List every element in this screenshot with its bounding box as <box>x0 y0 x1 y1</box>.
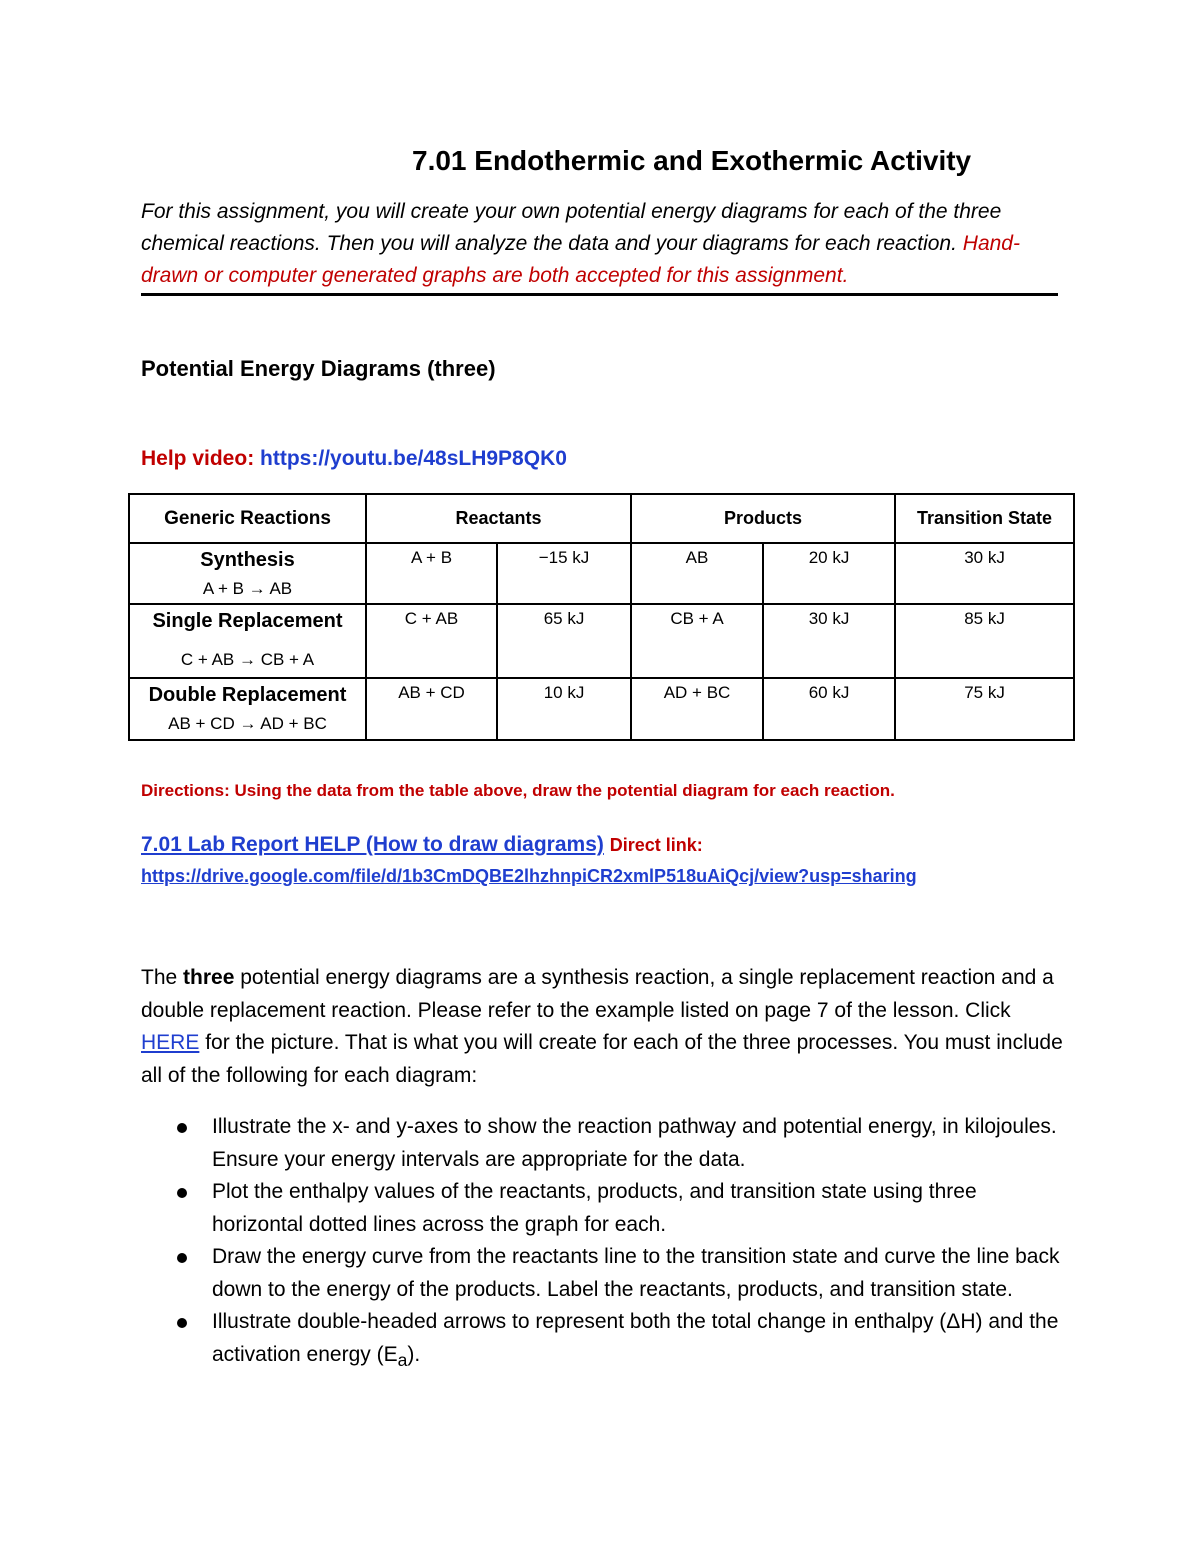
products-cell: AB <box>631 543 763 604</box>
list-item <box>141 1111 1071 1176</box>
lab-report-help-link[interactable]: 7.01 Lab Report HELP (How to draw diagrams) <box>141 833 604 856</box>
product-energy-cell: 30 kJ <box>763 604 895 678</box>
reaction-name-cell <box>129 678 366 740</box>
list-item <box>141 1176 1071 1241</box>
help-video-label: Help video: <box>141 447 255 470</box>
bullet-icon <box>177 1318 187 1328</box>
page-title: 7.01 Endothermic and Exothermic Activity <box>412 145 972 176</box>
list-item-text: Plot the enthalpy values of the reactants, products, and transition state using three horizontal dotted lines across the graph for each. <box>212 1180 977 1236</box>
paragraph-text: potential energy diagrams are a synthesis reaction, a single replacement reaction and a double replacement reaction. Please refer to the example listed on page 7 of the lesson. Click <box>141 966 1054 1022</box>
intro-text <box>141 196 1071 292</box>
header-reactants: Reactants <box>366 494 631 543</box>
directions-text: Directions: Using the data from the table above, draw the potential diagram for each reaction. <box>141 781 895 800</box>
transition-state-cell: 30 kJ <box>895 543 1074 604</box>
reaction-name-cell <box>129 543 366 604</box>
list-item-text: Draw the energy curve from the reactants line to the transition state and curve the line back down to the energy of the products. Label the reactants, products, and transition state. <box>212 1245 1060 1301</box>
paragraph-text: for the picture. That is what you will create for each of the three processes. You must include all of the following for each diagram: <box>141 1031 1063 1087</box>
header-generic-reactions: Generic Reactions <box>129 494 366 543</box>
help-video-link[interactable]: https://youtu.be/48sLH9P8QK0 <box>260 447 567 470</box>
reaction-name: Synthesis <box>200 549 295 571</box>
list-item <box>141 1241 1071 1306</box>
table-row <box>129 678 1074 740</box>
list-item-text: Illustrate the x- and y-axes to show the reaction pathway and potential energy, in kilojoules. Ensure your energy intervals are appropriate for the data. <box>212 1115 1057 1171</box>
intro-instructions: For this assignment, you will create your own potential energy diagrams for each of the three chemical reactions. Then you will analyze the data and your diagrams for each reaction. <box>141 200 1002 255</box>
reaction-equation: C + AB → CB + A <box>180 650 315 669</box>
header-transition-state: Transition State <box>895 494 1074 543</box>
horizontal-rule <box>141 293 1058 296</box>
reactant-energy-cell: 10 kJ <box>497 678 631 740</box>
reaction-equation: A + B → AB <box>202 579 293 598</box>
reaction-name: Double Replacement <box>148 684 347 706</box>
header-products: Products <box>631 494 895 543</box>
list-item-text: ). <box>407 1342 421 1366</box>
table-header-row <box>129 494 1074 543</box>
intro-note: Hand-drawn or computer generated graphs are both accepted for this assignment. <box>141 232 1020 287</box>
reactants-cell: C + AB <box>366 604 497 678</box>
bullet-icon <box>177 1253 187 1263</box>
product-energy-cell: 60 kJ <box>763 678 895 740</box>
products-cell: AD + BC <box>631 678 763 740</box>
table-row <box>129 604 1074 678</box>
reactants-cell: AB + CD <box>366 678 497 740</box>
section-heading: Potential Energy Diagrams (three) <box>141 356 496 381</box>
subscript-a: a <box>397 1349 408 1370</box>
transition-state-cell: 85 kJ <box>895 604 1074 678</box>
reactions-table <box>128 493 1075 741</box>
products-cell: CB + A <box>631 604 763 678</box>
reaction-equation: AB + CD → AD + BC <box>168 714 327 733</box>
transition-state-cell: 75 kJ <box>895 678 1074 740</box>
paragraph-text: The <box>141 966 184 989</box>
table-row <box>129 543 1074 604</box>
reaction-name-cell <box>129 604 366 678</box>
list-item <box>141 1306 1071 1376</box>
reactant-energy-cell: −15 kJ <box>497 543 631 604</box>
here-link[interactable]: HERE <box>141 1031 200 1054</box>
drive-link[interactable]: https://drive.google.com/file/d/1b3CmDQBE2lhzhnpiCR2xmlP518uAiQcj/view?usp=sharing <box>141 866 917 886</box>
help-video-line <box>141 444 567 474</box>
reactant-energy-cell: 65 kJ <box>497 604 631 678</box>
requirements-list <box>141 1111 1071 1376</box>
direct-link-label: Direct link: <box>609 835 703 855</box>
bullet-icon <box>177 1188 187 1198</box>
product-energy-cell: 20 kJ <box>763 543 895 604</box>
paragraph-bold: three <box>183 966 235 989</box>
instructions-paragraph <box>141 962 1071 1092</box>
bullet-icon <box>177 1123 187 1133</box>
lab-help-line <box>141 830 703 860</box>
list-item-text: Illustrate double-headed arrows to represent both the total change in enthalpy (ΔH) and the activation energy (E <box>212 1310 1059 1366</box>
reactants-cell: A + B <box>366 543 497 604</box>
reaction-name: Single Replacement <box>152 610 343 632</box>
